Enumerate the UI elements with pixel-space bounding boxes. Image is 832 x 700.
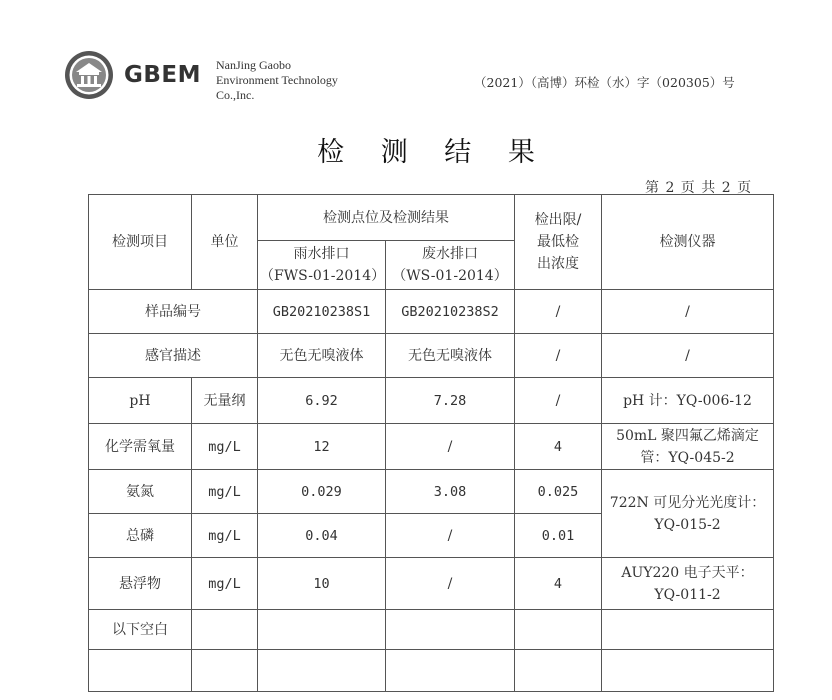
- value-point-2: /: [386, 424, 515, 470]
- sensory-value-2: 无色无嗅液体: [386, 334, 515, 378]
- header-row-1: [89, 195, 774, 241]
- header-instrument: 检测仪器: [602, 195, 774, 290]
- table-row-sample-id: [89, 290, 774, 334]
- instrument: AUY220 电子天平： YQ-011-2: [602, 558, 774, 610]
- item-name: 总磷: [89, 514, 192, 558]
- instrument: pH 计：YQ-006-12: [602, 378, 774, 424]
- company-name: NanJing Gaobo Environment Technology Co.,Inc.: [216, 58, 338, 102]
- item-name: 悬浮物: [89, 558, 192, 610]
- table-row: [89, 558, 774, 610]
- sample-id-label: 样品编号: [89, 290, 258, 334]
- header-item: 检测项目: [89, 195, 192, 290]
- unit: mg/L: [192, 558, 258, 610]
- table-row-empty: [89, 650, 774, 692]
- sample-id-2: GB20210238S2: [386, 290, 515, 334]
- item-name: 氨氮: [89, 470, 192, 514]
- table-row: [89, 424, 774, 470]
- header-point-1: 雨水排口 （FWS-01-2014）: [258, 241, 386, 290]
- item-name: 化学需氧量: [89, 424, 192, 470]
- company-logo: [64, 50, 114, 100]
- table-row: [89, 470, 774, 514]
- sensory-value-1: 无色无嗅液体: [258, 334, 386, 378]
- unit: mg/L: [192, 514, 258, 558]
- table-row-sensory: [89, 334, 774, 378]
- detection-limit: 4: [515, 424, 602, 470]
- value-point-1: 0.04: [258, 514, 386, 558]
- value-point-2: /: [386, 514, 515, 558]
- value-point-2: 7.28: [386, 378, 515, 424]
- brand-name: GBEM: [124, 62, 202, 88]
- results-table: [88, 194, 774, 692]
- detection-limit: 0.025: [515, 470, 602, 514]
- instrument: 722N 可见分光光度计： YQ-015-2: [602, 470, 774, 558]
- unit: mg/L: [192, 470, 258, 514]
- instrument: 50mL 聚四氟乙烯滴定 管：YQ-045-2: [602, 424, 774, 470]
- table-row: [89, 378, 774, 424]
- sample-id-limit: /: [515, 290, 602, 334]
- detection-limit: 0.01: [515, 514, 602, 558]
- detection-limit: 4: [515, 558, 602, 610]
- value-point-1: 6.92: [258, 378, 386, 424]
- value-point-2: /: [386, 558, 515, 610]
- sample-id-instrument: /: [602, 290, 774, 334]
- value-point-2: 3.08: [386, 470, 515, 514]
- header-unit: 单位: [192, 195, 258, 290]
- unit: mg/L: [192, 424, 258, 470]
- sensory-label: 感官描述: [89, 334, 258, 378]
- header-results-group: 检测点位及检测结果: [258, 195, 515, 241]
- header-limit: 检出限/ 最低检 出浓度: [515, 195, 602, 290]
- value-point-1: 12: [258, 424, 386, 470]
- sensory-limit: /: [515, 334, 602, 378]
- detection-limit: /: [515, 378, 602, 424]
- table-row-blank-marker: [89, 610, 774, 650]
- blank-label: 以下空白: [89, 610, 192, 650]
- page-info: 第 2 页 共 2 页: [645, 180, 753, 196]
- unit: 无量纲: [192, 378, 258, 424]
- page-title: 检 测 结 果: [317, 137, 549, 168]
- value-point-1: 10: [258, 558, 386, 610]
- item-name: pH: [89, 378, 192, 424]
- sample-id-1: GB20210238S1: [258, 290, 386, 334]
- value-point-1: 0.029: [258, 470, 386, 514]
- header-point-2: 废水排口 （WS-01-2014）: [386, 241, 515, 290]
- sensory-instrument: /: [602, 334, 774, 378]
- document-number: （2021）（高博）环检（水）字（020305）号: [474, 75, 735, 90]
